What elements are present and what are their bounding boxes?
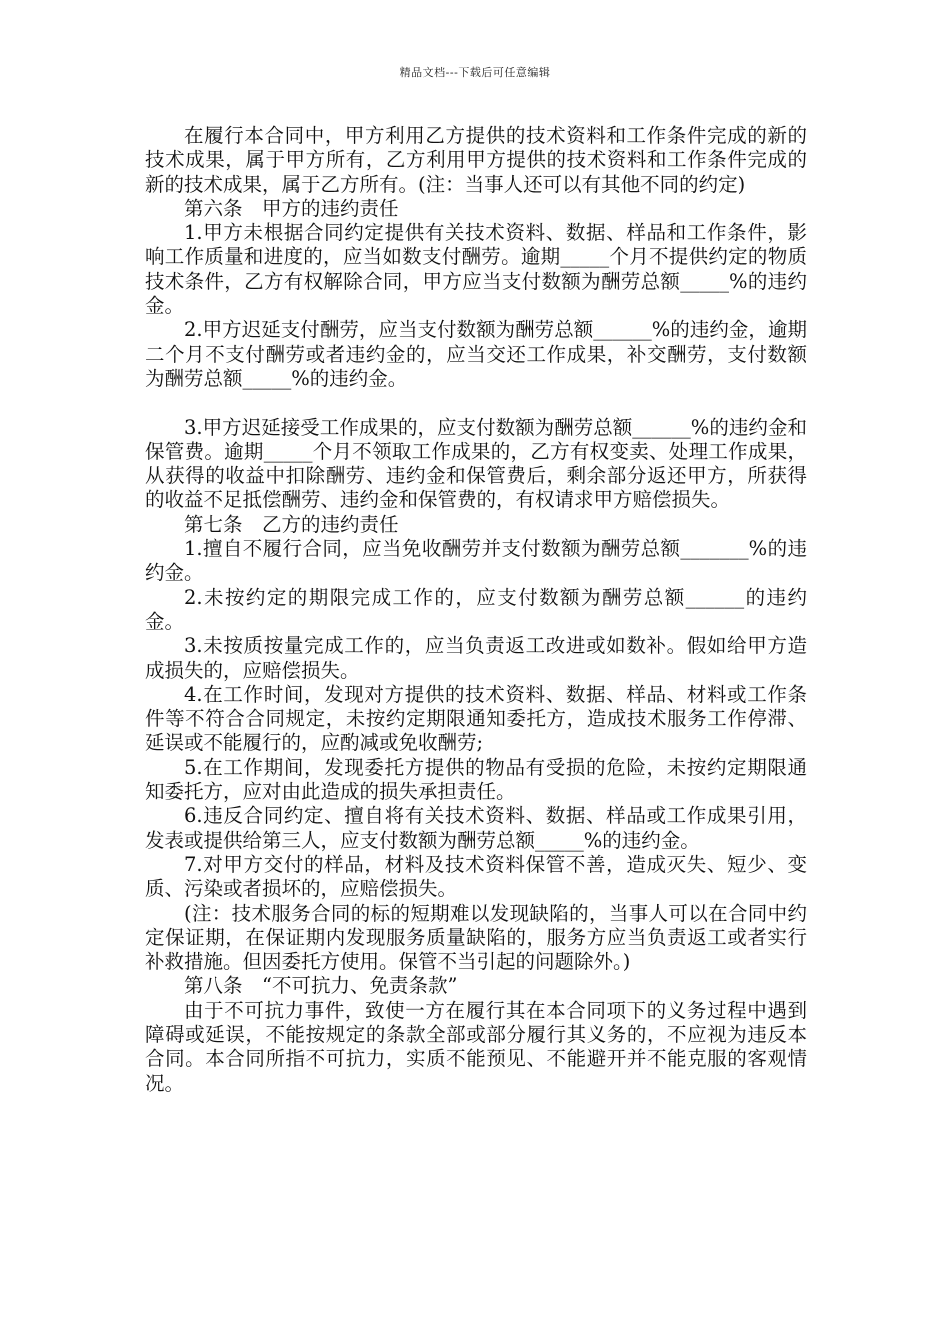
article-6-item-1: 1.甲方未根据合同约定提供有关技术资料、数据、样品和工作条件，影响工作质量和进度的，应当如数支付酬劳。逾期_____个月不提供约定的物质技术条件，乙方有权解除合同，甲方应当支付数额为酬劳总额_____%的违约金。 [145, 221, 807, 318]
article-7-item-6: 6.违反合同约定、擅自将有关技术资料、数据、样品或工作成果引用，发表或提供给第三人，应支付数额为酬劳总额_____%的违约金。 [145, 804, 807, 852]
article-6-item-3: 3.甲方迟延接受工作成果的，应支付数额为酬劳总额______%的违约金和保管费。逾期_____个月不领取工作成果的，乙方有权变卖、处理工作成果，从获得的收益中扣除酬劳、违约金和保管费后，剩余部分返还甲方，所获得的收益不足抵偿酬劳、违约金和保管费的，有权请求甲方赔偿损失。 [145, 415, 807, 512]
article-7-item-3: 3.未按质按量完成工作的，应当负责返工改进或如数补。假如给甲方造成损失的，应赔偿损失。 [145, 634, 807, 682]
article-7-note: (注：技术服务合同的标的短期难以发现缺陷的，当事人可以在合同中约定保证期，在保证期内发现服务质量缺陷的，服务方应当负责返工或者实行补救措施。但因委托方使用。保管不当引起的问题除外。) [145, 901, 807, 974]
article-8-body: 由于不可抗力事件，致使一方在履行其在本合同项下的义务过程中遇到障碍或延误，不能按规定的条款全部或部分履行其义务的，不应视为违反本合同。本合同所指不可抗力，实质不能预见、不能避开并不能克服的客观情况。 [145, 998, 807, 1095]
document-body [145, 124, 807, 1096]
article-7-heading: 第七条 乙方的违约责任 [184, 512, 399, 536]
article-7-item-7: 7.对甲方交付的样品，材料及技术资料保管不善，造成灭失、短少、变质、污染或者损坏的，应赔偿损失。 [145, 852, 807, 901]
paragraph-results-ownership: 在履行本合同中，甲方利用乙方提供的技术资料和工作条件完成的新的技术成果，属于甲方所有，乙方利用甲方提供的技术资料和工作条件完成的新的技术成果，属于乙方所有。(注：当事人还可以有其他不同的约定) [145, 124, 807, 196]
page-header: 精品文档---下载后可任意编辑 [399, 66, 551, 79]
article-7-item-4: 4.在工作时间，发现对方提供的技术资料、数据、样品、材料或工作条件等不符合合同规定，未按约定期限通知委托方，造成技术服务工作停滞、延误或不能履行的，应酌减或免收酬劳; [145, 682, 807, 755]
article-7-item-5: 5.在工作期间，发现委托方提供的物品有受损的危险，未按约定期限通知委托方，应对由此造成的损失承担责任。 [145, 755, 807, 804]
article-7-item-1: 1.擅自不履行合同，应当免收酬劳并支付数额为酬劳总额_______%的违约金。 [145, 537, 807, 585]
article-6-item-2: 2.甲方迟延支付酬劳，应当支付数额为酬劳总额______%的违约金，逾期二个月不支付酬劳或者违约金的，应当交还工作成果，补交酬劳，支付数额为酬劳总额_____%的违约金。 [145, 318, 807, 390]
article-8-heading: 第八条 “不可抗力、免责条款” [184, 974, 458, 998]
article-6-heading: 第六条 甲方的违约责任 [184, 196, 399, 220]
article-7-item-2: 2.未按约定的期限完成工作的，应支付数额为酬劳总额______的违约金。 [145, 585, 807, 633]
